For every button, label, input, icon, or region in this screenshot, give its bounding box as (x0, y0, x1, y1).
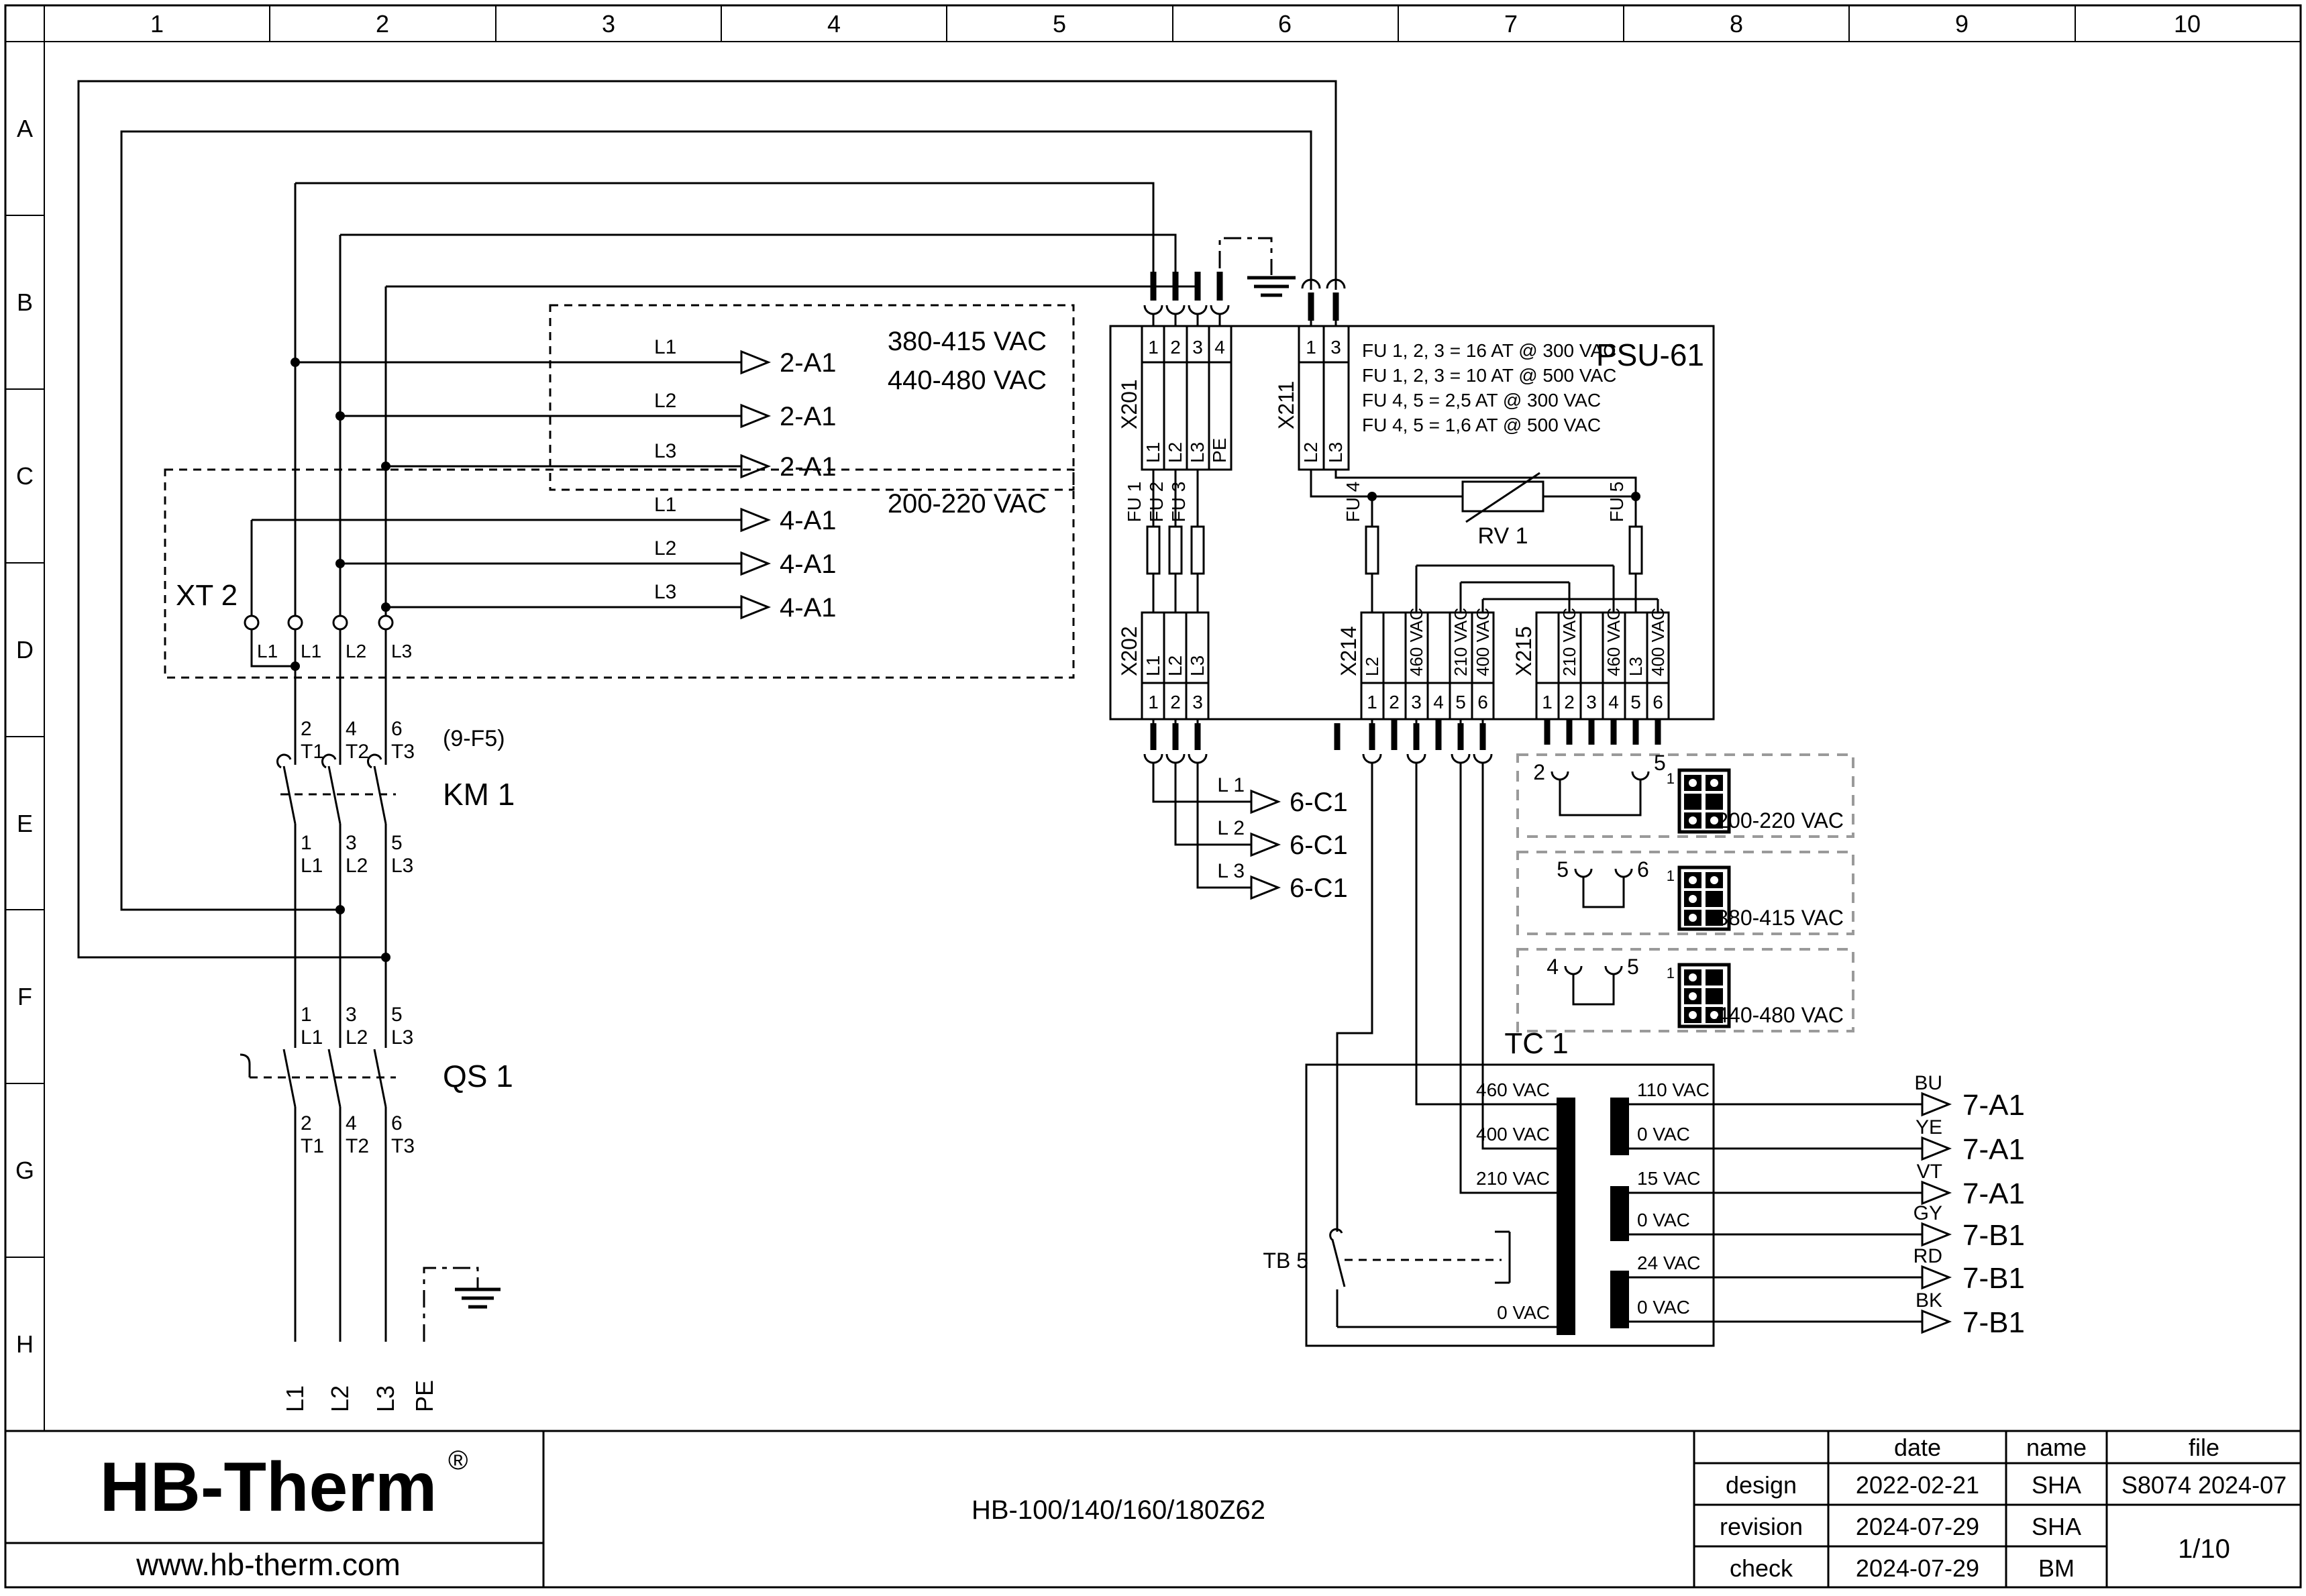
pin-number: 5 (391, 1004, 403, 1026)
terminal-pin: 1 (1148, 692, 1159, 712)
pin-name: T2 (346, 1135, 370, 1157)
pin-number: 1 (301, 832, 312, 854)
row-label: A (16, 115, 34, 142)
signal-arrow (1922, 1182, 1949, 1204)
title-block (5, 1431, 2301, 1587)
page-number: 1/10 (2178, 1534, 2230, 1564)
fuse-note: FU 1, 2, 3 = 10 AT @ 500 VAC (1362, 365, 1617, 386)
signal-arrow (1251, 791, 1278, 812)
company-website: www.hb-therm.com (136, 1547, 401, 1582)
col-label: 5 (1052, 10, 1067, 38)
check-name: BM (2038, 1554, 2075, 1582)
option-box-440-480 (1518, 949, 1853, 1031)
terminal-pin: 4 (1433, 692, 1444, 712)
terminal-pin: 1 (1542, 692, 1553, 712)
phase-label: L2 (654, 390, 677, 412)
x215-block (1512, 608, 1669, 719)
design-name: SHA (2031, 1471, 2082, 1499)
design-date: 2022-02-21 (1855, 1471, 1980, 1499)
registered-mark: ® (448, 1446, 468, 1475)
terminal-pin: 4 (1214, 337, 1225, 358)
file-id: S8074 2024-07 (2121, 1471, 2287, 1499)
terminal-circle (379, 616, 392, 629)
row-label: D (16, 636, 34, 663)
primary-tap: 0 VAC (1497, 1302, 1550, 1323)
revision-date: 2024-07-29 (1855, 1513, 1980, 1540)
fuse-note: FU 4, 5 = 1,6 AT @ 500 VAC (1362, 415, 1602, 435)
col-label: 2 (375, 10, 390, 38)
terminal-wire: L3 (1626, 657, 1646, 676)
block-label: X211 (1274, 380, 1298, 429)
km1-contactor (277, 718, 515, 877)
pin-name: L2 (346, 855, 368, 877)
phase-label: L 3 (1217, 860, 1245, 882)
signal-ref: 6-C1 (1290, 873, 1348, 903)
option-voltage: 380-415 VAC (1716, 906, 1844, 930)
terminal-pin: 1 (1148, 337, 1159, 358)
terminal-wire: L3 (1187, 655, 1208, 676)
terminal-pin: 3 (1192, 692, 1203, 712)
svg-text:1: 1 (1666, 965, 1675, 981)
secondary-winding (1610, 1186, 1629, 1241)
pin-name: L2 (346, 1026, 368, 1049)
row-label: C (16, 462, 34, 490)
terminal-pin: 3 (1586, 692, 1597, 712)
junction-dot (291, 661, 300, 671)
wire-color: BK (1915, 1289, 1942, 1312)
signal-ref: 6-C1 (1290, 831, 1348, 860)
junction-dot (1631, 492, 1640, 501)
x201-block (1117, 326, 1231, 470)
signal-ref: 7-B1 (1962, 1219, 2025, 1252)
wire-color: GY (1913, 1202, 1942, 1224)
signal-arrow (741, 596, 768, 618)
signal-ref: 7-B1 (1962, 1262, 2025, 1295)
signal-arrow (1922, 1311, 1949, 1332)
signal-ref: 2-A1 (780, 452, 837, 482)
fuse-label: FU 5 (1606, 481, 1627, 523)
terminal-pin: 5 (1630, 692, 1641, 712)
pin-name: L3 (391, 855, 414, 877)
pin-number: 6 (391, 718, 403, 740)
pin-number: 1 (301, 1004, 312, 1026)
signal-arrow (1251, 877, 1278, 898)
phase-label: L 2 (1217, 817, 1245, 839)
signal-arrow (741, 405, 768, 427)
option-box-380-415 (1518, 852, 1853, 934)
header-file: file (2188, 1434, 2220, 1461)
signal-arrow (1251, 834, 1278, 855)
terminal-pin: 3 (1192, 337, 1203, 358)
xt2-terminal-label: L3 (391, 641, 413, 661)
pin-name: L1 (301, 855, 323, 877)
pin-name: L1 (301, 1026, 323, 1049)
company-logo: HB-Therm (99, 1448, 437, 1526)
xt2-box (165, 470, 1073, 678)
secondary-tap: 0 VAC (1637, 1210, 1690, 1230)
voltage-rails (1416, 566, 1658, 613)
terminal-pin: 4 (1608, 692, 1619, 712)
psu-label: PSU-61 (1595, 337, 1704, 372)
wire-color: VT (1916, 1161, 1942, 1183)
fuse-note: FU 1, 2, 3 = 16 AT @ 300 VAC (1362, 340, 1617, 361)
terminal-pin: 3 (1330, 337, 1341, 358)
tc1-label: TC 1 (1504, 1027, 1569, 1060)
row-check: check (1729, 1554, 1793, 1582)
terminal-circle (245, 616, 258, 629)
terminal-wire: L2 (1165, 441, 1186, 463)
primary-tap: 460 VAC (1476, 1079, 1550, 1100)
option-box-200-220 (1518, 751, 1853, 837)
row-label: H (16, 1330, 34, 1358)
plug-connectors-bottom (1145, 719, 1658, 763)
primary-winding (1557, 1098, 1575, 1335)
phase-label: L1 (654, 494, 677, 516)
supply-label: L1 (281, 1385, 309, 1412)
svg-text:1: 1 (1666, 867, 1675, 884)
terminal-pin: 5 (1455, 692, 1466, 712)
terminal-wire: 210 VAC (1451, 607, 1471, 676)
junction-dot (1367, 492, 1377, 501)
terminal-wire: 460 VAC (1604, 607, 1624, 676)
signal-arrow (1922, 1267, 1949, 1288)
phase-label: L1 (654, 336, 677, 358)
wire-color: BU (1914, 1072, 1942, 1094)
block-label: X201 (1117, 379, 1141, 429)
signal-ref: 4-A1 (780, 593, 837, 623)
svg-text:1: 1 (1666, 770, 1675, 787)
row-design: design (1725, 1471, 1797, 1499)
voltage-range: 440-480 VAC (887, 366, 1047, 395)
tc1-secondary-outputs (1629, 1072, 2025, 1339)
pin-name: L3 (391, 1026, 414, 1049)
xt2-label: XT 2 (176, 579, 238, 612)
row-label: B (16, 288, 34, 316)
plug-connectors-top (1145, 272, 1345, 326)
pin-number: 3 (346, 832, 357, 854)
terminal-pin: 1 (1367, 692, 1377, 712)
signal-ref: 2-A1 (780, 402, 837, 431)
qs1-switch (240, 1004, 513, 1157)
terminal-wire: 400 VAC (1648, 607, 1668, 676)
jumper-pin: 5 (1654, 751, 1666, 775)
terminal-pin: 2 (1389, 692, 1400, 712)
secondary-tap: 0 VAC (1637, 1124, 1690, 1145)
header-name: name (2026, 1434, 2087, 1461)
signal-arrow (1922, 1224, 1949, 1245)
terminal-pin: 2 (1170, 337, 1181, 358)
signal-ref: 7-A1 (1962, 1177, 2025, 1210)
tb5-label: TB 5 (1263, 1248, 1308, 1273)
terminal-circle (333, 616, 347, 629)
terminal-wire: L1 (1143, 655, 1163, 676)
terminal-wire: L3 (1325, 441, 1346, 463)
fuses-fu123 (1124, 470, 1204, 613)
terminal-wire: 210 VAC (1559, 607, 1579, 676)
signal-arrow (741, 352, 768, 373)
pin-name: T3 (391, 741, 415, 763)
terminal-wire: L3 (1187, 441, 1208, 463)
signal-ref: 6-C1 (1290, 788, 1348, 817)
col-label: 8 (1729, 10, 1744, 38)
pin-name: T2 (346, 741, 370, 763)
row-revision: revision (1719, 1513, 1803, 1540)
col-label: 3 (601, 10, 616, 38)
block-label: X202 (1117, 626, 1141, 676)
km1-label: KM 1 (443, 777, 515, 812)
signal-ref: 4-A1 (780, 506, 837, 535)
qs1-label: QS 1 (443, 1059, 513, 1094)
terminal-wire: 460 VAC (1406, 607, 1426, 676)
pin-number: 5 (391, 832, 403, 854)
secondary-tap: 0 VAC (1637, 1297, 1690, 1318)
signal-ref: 7-A1 (1962, 1133, 2025, 1166)
col-label: 10 (2173, 10, 2201, 38)
junction-dot (335, 559, 345, 568)
row-label: G (15, 1157, 35, 1184)
x202-block (1117, 613, 1208, 719)
pin-number: 6 (391, 1112, 403, 1134)
hv-ref-box (291, 305, 1073, 490)
pin-number: 2 (301, 718, 312, 740)
fuse-label: FU 4 (1343, 481, 1363, 523)
signal-arrow (741, 456, 768, 477)
signal-ref: 2-A1 (780, 348, 837, 378)
jumper-pin: 6 (1637, 857, 1649, 882)
col-label: 4 (827, 10, 841, 38)
terminal-wire: L2 (1300, 441, 1321, 463)
block-label: X215 (1512, 626, 1536, 676)
x211-block (1274, 326, 1349, 470)
supply-label: L3 (372, 1385, 399, 1412)
terminal-wire: 400 VAC (1473, 607, 1493, 676)
fuse-label: FU 2 (1146, 481, 1167, 523)
phase-label: L 1 (1217, 774, 1245, 796)
model-number: HB-100/140/160/180Z62 (971, 1495, 1266, 1525)
incoming-supply (281, 1268, 501, 1412)
primary-tap: 400 VAC (1476, 1124, 1550, 1145)
supply-label: PE (411, 1379, 438, 1412)
cross-ref: (9-F5) (443, 726, 505, 751)
jumper-pin: 2 (1533, 760, 1545, 784)
signal-ref: 7-A1 (1962, 1089, 2025, 1122)
terminal-circle (289, 616, 302, 629)
terminal-wire: L2 (1165, 655, 1186, 676)
voltage-range: 200-220 VAC (887, 489, 1047, 519)
wire-color: RD (1913, 1245, 1942, 1267)
fuse-label: FU 1 (1124, 481, 1145, 523)
terminal-pin: 1 (1306, 337, 1316, 358)
signal-arrow (741, 509, 768, 531)
terminal-pin: 3 (1411, 692, 1422, 712)
pin-number: 3 (346, 1004, 357, 1026)
tc1-transformer (1263, 1027, 2025, 1346)
secondary-winding (1610, 1271, 1629, 1328)
c1-outputs (1153, 763, 1348, 903)
terminal-pin: 2 (1564, 692, 1575, 712)
secondary-tap: 24 VAC (1637, 1253, 1701, 1273)
secondary-winding (1610, 1098, 1629, 1155)
supply-label: L2 (326, 1385, 354, 1412)
ground-icon (455, 1280, 501, 1307)
voltage-range: 380-415 VAC (887, 327, 1047, 356)
col-label: 6 (1277, 10, 1292, 38)
fu4-rv1-fu5 (1311, 470, 1642, 613)
pin-name: T3 (391, 1135, 415, 1157)
col-label: 1 (150, 10, 164, 38)
xt2-terminal-label: L2 (346, 641, 367, 661)
x214-block (1337, 608, 1493, 719)
primary-tap: 210 VAC (1476, 1168, 1550, 1189)
signal-ref: 7-B1 (1962, 1306, 2025, 1339)
signal-ref: 4-A1 (780, 549, 837, 579)
col-label: 7 (1504, 10, 1518, 38)
terminal-pin: 2 (1170, 692, 1181, 712)
phase-label: L3 (654, 581, 677, 603)
terminal-pin: 6 (1477, 692, 1488, 712)
pin-number: 2 (301, 1112, 312, 1134)
pin-name: T1 (301, 741, 325, 763)
manual-operator-icon (240, 1055, 250, 1077)
xt2-terminal-label: L1 (301, 641, 322, 661)
revision-name: SHA (2031, 1513, 2082, 1540)
row-label: E (16, 810, 34, 837)
terminal-wire: PE (1209, 437, 1230, 463)
jumper-pin: 5 (1557, 857, 1569, 882)
phase-label: L3 (654, 440, 677, 462)
rv1-label: RV 1 (1477, 523, 1528, 549)
jumper-pin: 4 (1547, 955, 1559, 979)
option-voltage: 440-480 VAC (1716, 1003, 1844, 1027)
row-label: F (17, 983, 32, 1010)
junction-dot (381, 602, 390, 612)
terminal-wire: L1 (1143, 441, 1163, 463)
wire-color: YE (1915, 1116, 1942, 1138)
pin-name: T1 (301, 1135, 325, 1157)
fuse-note: FU 4, 5 = 2,5 AT @ 300 VAC (1362, 390, 1602, 411)
pin-number: 4 (346, 1112, 357, 1134)
check-date: 2024-07-29 (1855, 1554, 1980, 1582)
psu-to-tc1-wires (1337, 763, 1557, 1232)
option-voltage: 200-220 VAC (1716, 808, 1844, 833)
jumper-pin: 5 (1627, 955, 1639, 979)
pin-number: 4 (346, 718, 357, 740)
pe-ground (1220, 238, 1296, 295)
terminal-wire: L2 (1362, 657, 1382, 676)
phase-label: L2 (654, 537, 677, 560)
signal-arrow (741, 553, 768, 574)
fuse-label: FU 3 (1168, 481, 1189, 523)
signal-arrow (1922, 1138, 1949, 1159)
psu-box (1110, 238, 1714, 763)
secondary-tap: 15 VAC (1637, 1168, 1701, 1189)
header-date: date (1893, 1434, 1942, 1461)
col-label: 9 (1954, 10, 1969, 38)
signal-arrow (1922, 1094, 1949, 1115)
xt2-terminal-label: L1 (257, 641, 278, 661)
terminal-pin: 6 (1653, 692, 1663, 712)
secondary-tap: 110 VAC (1637, 1079, 1710, 1100)
block-label: X214 (1337, 626, 1361, 676)
